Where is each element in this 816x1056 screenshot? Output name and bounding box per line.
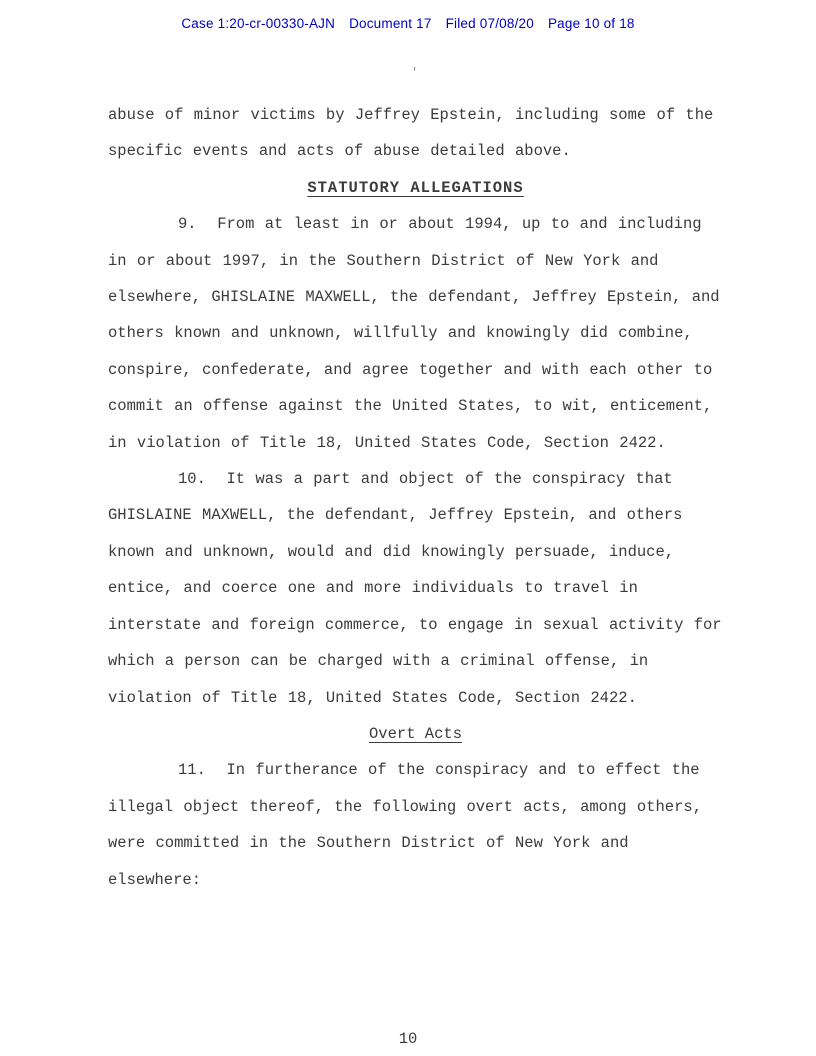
document-body xyxy=(0,97,816,898)
stray-mark: ' xyxy=(411,66,419,80)
section-heading-overt-acts xyxy=(108,716,723,752)
paragraph-11: 11. In furtherance of the conspiracy and to effect the illegal object thereof, the following overt acts, among others, were committed in the Southern District of New York and elsewhere: xyxy=(108,761,713,889)
paragraph-9: 9. From at least in or about 1994, up to and including in or about 1997, in the Southern District of New York and elsewhere, GHISLAINE MAXWELL, the defendant, Jeffrey Epstein, and others known and unknown, willfully and knowingly did combine, conspire, confederate, and agree together and with each other to commit an offense against the United States, to wit, enticement, in violation of Title 18, United States Code, Section 2422. xyxy=(108,215,730,452)
heading-text: STATUTORY ALLEGATIONS xyxy=(307,178,524,197)
page-count: Page 10 of 18 xyxy=(547,16,635,31)
paragraph-intro: abuse of minor victims by Jeffrey Epstein, including some of the specific events and acts of abuse detailed above. xyxy=(108,106,724,161)
case-stamp xyxy=(0,0,816,31)
filed-date: Filed 07/08/20 xyxy=(445,16,534,31)
page-number: 10 xyxy=(398,1030,418,1048)
document-number: Document 17 xyxy=(349,16,432,31)
section-heading-statutory-allegations xyxy=(108,170,723,206)
heading-text: Overt Acts xyxy=(368,724,462,743)
paragraph-10: 10. It was a part and object of the conspiracy that GHISLAINE MAXWELL, the defendant, Jeffrey Epstein, and others known and unknown, would and did knowingly persuade, induce, entice, and coerce one and more individuals to travel in interstate and foreign commerce, to engage in sexual activity for which a person can be charged with a criminal offense, in violation of Title 18, United States Code, Section 2422. xyxy=(108,470,732,707)
case-number: Case 1:20-cr-00330-AJN xyxy=(181,16,336,31)
